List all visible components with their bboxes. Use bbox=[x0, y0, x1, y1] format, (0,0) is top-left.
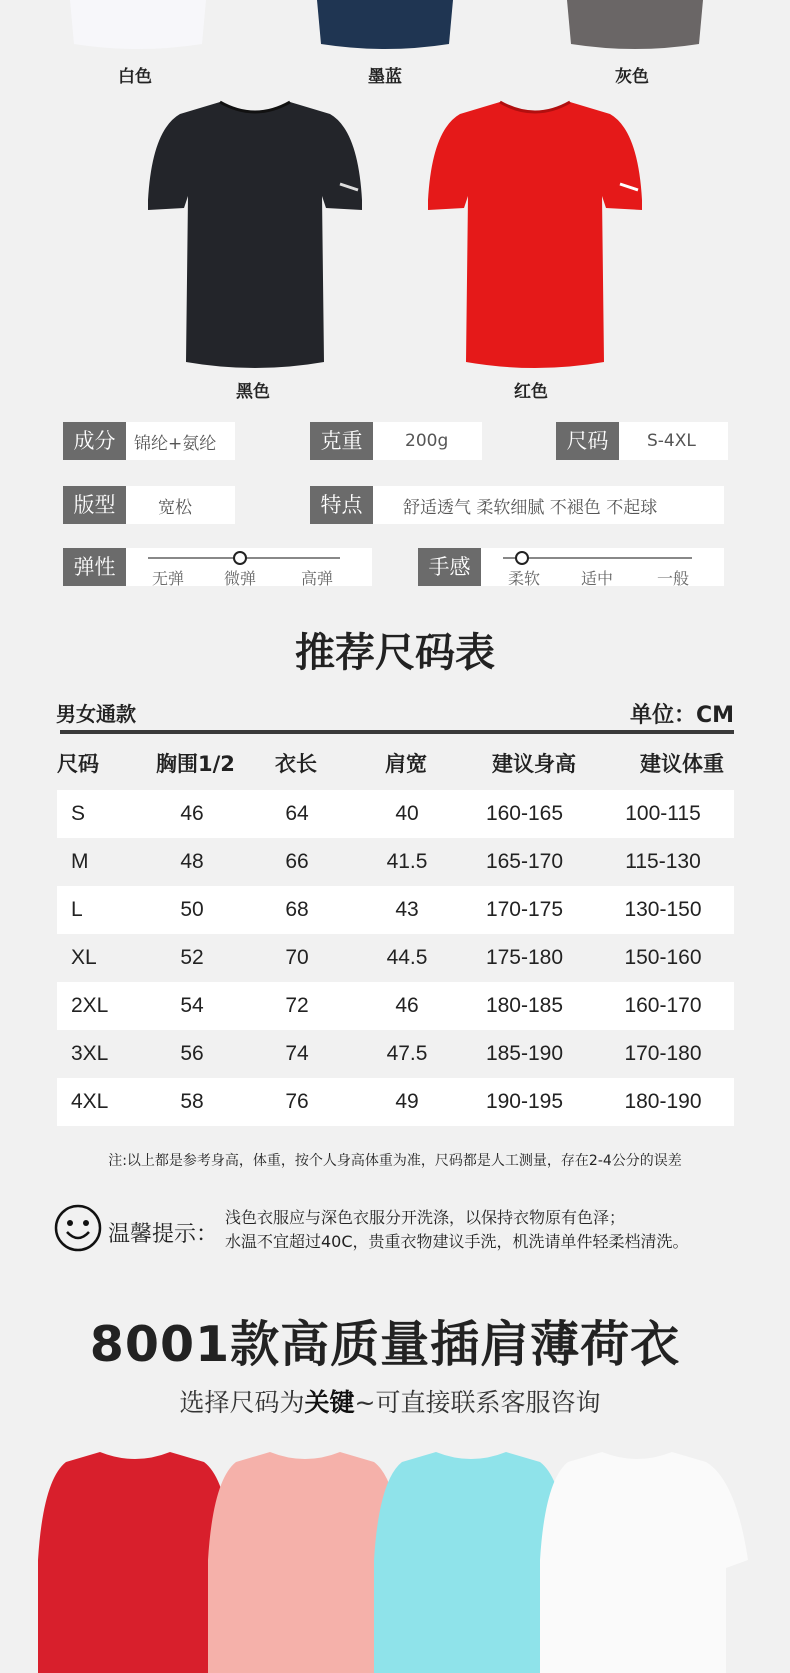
shirt-black bbox=[140, 100, 370, 370]
scale-option: 无弹 bbox=[152, 569, 185, 588]
column-header: 建议身高 bbox=[492, 752, 576, 776]
color-label-red: 红色 bbox=[514, 382, 548, 402]
color-label-white: 白色 bbox=[118, 67, 152, 87]
table-cell: 130-150 bbox=[592, 886, 734, 934]
table-cell: 160-165 bbox=[457, 790, 592, 838]
promo-title: 8001款高质量插肩薄荷衣 bbox=[89, 1316, 681, 1373]
attr-features bbox=[310, 486, 724, 524]
table-cell: 2XL bbox=[57, 982, 147, 1030]
table-cell: 70 bbox=[237, 934, 357, 982]
tips-title: 温馨提示： bbox=[108, 1222, 219, 1247]
table-cell: 50 bbox=[147, 886, 237, 934]
table-cell: 115-130 bbox=[592, 838, 734, 886]
attr-value: 宽松 bbox=[158, 497, 192, 518]
table-cell: 180-190 bbox=[592, 1078, 734, 1126]
scale-tag: 弹性 bbox=[63, 548, 126, 586]
scale-option: 微弹 bbox=[224, 569, 257, 588]
table-row bbox=[57, 934, 734, 982]
attr-value: 舒适透气 柔软细腻 不褪色 不起球 bbox=[403, 497, 658, 518]
table-row bbox=[57, 1030, 734, 1078]
tips-line: 浅色衣服应与深色衣服分开洗涤，以保持衣物原有色泽； bbox=[225, 1208, 626, 1227]
attr-tag: 特点 bbox=[310, 486, 373, 524]
column-header: 肩宽 bbox=[385, 752, 427, 776]
table-cell: 49 bbox=[357, 1078, 457, 1126]
attr-tag: 版型 bbox=[63, 486, 126, 524]
color-label-navy: 墨蓝 bbox=[368, 67, 402, 87]
attr-value: S-4XL bbox=[647, 431, 696, 451]
table-cell: M bbox=[57, 838, 147, 886]
shirt-white bbox=[68, 0, 208, 52]
scale-option: 高弹 bbox=[301, 569, 334, 588]
promo-subtitle-text: ~可直接联系客服咨询 bbox=[354, 1388, 601, 1417]
table-row bbox=[57, 790, 734, 838]
table-cell: 160-170 bbox=[592, 982, 734, 1030]
scale-knob bbox=[233, 551, 247, 565]
attr-tag: 尺码 bbox=[556, 422, 619, 460]
table-row bbox=[57, 838, 734, 886]
size-chart-title: 推荐尺码表 bbox=[295, 630, 495, 676]
table-cell: 46 bbox=[357, 982, 457, 1030]
color-label-gray: 灰色 bbox=[615, 67, 649, 87]
divider bbox=[60, 730, 734, 734]
table-cell: 47.5 bbox=[357, 1030, 457, 1078]
scale-option: 一般 bbox=[657, 569, 690, 588]
table-row bbox=[57, 886, 734, 934]
size-chart-note: 注:以上都是参考身高，体重，按个人身高体重为准，尺码都是人工测量，存在2-4公分的误差 bbox=[108, 1153, 682, 1169]
table-cell: 175-180 bbox=[457, 934, 592, 982]
scale-knob bbox=[515, 551, 529, 565]
table-cell: 100-115 bbox=[592, 790, 734, 838]
table-cell: 46 bbox=[147, 790, 237, 838]
scale-tag: 手感 bbox=[418, 548, 481, 586]
table-cell: 56 bbox=[147, 1030, 237, 1078]
scale-option: 适中 bbox=[581, 569, 614, 588]
table-cell: 66 bbox=[237, 838, 357, 886]
attr-size-range bbox=[556, 422, 728, 460]
table-cell: 3XL bbox=[57, 1030, 147, 1078]
table-cell: 150-160 bbox=[592, 934, 734, 982]
promo-subtitle-keyword: 关键 bbox=[304, 1388, 355, 1417]
table-cell: 72 bbox=[237, 982, 357, 1030]
column-header: 尺码 bbox=[57, 752, 99, 776]
table-cell: 44.5 bbox=[357, 934, 457, 982]
color-label-black: 黑色 bbox=[236, 382, 270, 402]
table-cell: 40 bbox=[357, 790, 457, 838]
tips-line: 水温不宜超过40C，贵重衣物建议手洗，机洗请单件轻柔档清洗。 bbox=[225, 1232, 689, 1251]
column-header: 建议体重 bbox=[640, 752, 724, 776]
smiley-icon bbox=[54, 1204, 102, 1256]
table-cell: 52 bbox=[147, 934, 237, 982]
size-table bbox=[57, 790, 734, 1126]
table-cell: S bbox=[57, 790, 147, 838]
attr-composition bbox=[63, 422, 235, 460]
table-cell: 190-195 bbox=[457, 1078, 592, 1126]
scale-elasticity bbox=[63, 548, 372, 586]
shirt-gray bbox=[565, 0, 705, 52]
attr-tag: 成分 bbox=[63, 422, 126, 460]
table-cell: 41.5 bbox=[357, 838, 457, 886]
table-cell: 68 bbox=[237, 886, 357, 934]
table-cell: L bbox=[57, 886, 147, 934]
size-chart-gender: 男女通款 bbox=[56, 702, 136, 726]
table-cell: 48 bbox=[147, 838, 237, 886]
column-header: 衣长 bbox=[275, 752, 317, 776]
table-cell: 54 bbox=[147, 982, 237, 1030]
table-cell: 4XL bbox=[57, 1078, 147, 1126]
table-cell: XL bbox=[57, 934, 147, 982]
table-cell: 43 bbox=[357, 886, 457, 934]
column-header: 胸围1/2 bbox=[156, 752, 235, 776]
table-row bbox=[57, 1078, 734, 1126]
table-cell: 74 bbox=[237, 1030, 357, 1078]
scale-hand-feel bbox=[418, 548, 724, 586]
shirt-navy bbox=[315, 0, 455, 52]
table-cell: 170-180 bbox=[592, 1030, 734, 1078]
shirt-bottom-red bbox=[38, 1450, 233, 1673]
table-cell: 58 bbox=[147, 1078, 237, 1126]
table-row bbox=[57, 982, 734, 1030]
promo-subtitle-text: 选择尺码为 bbox=[179, 1388, 305, 1417]
attr-weight bbox=[310, 422, 482, 460]
attr-value: 200g bbox=[405, 431, 449, 451]
table-cell: 76 bbox=[237, 1078, 357, 1126]
shirt-bottom-white bbox=[540, 1450, 750, 1673]
scale-option: 柔软 bbox=[508, 569, 541, 588]
table-cell: 165-170 bbox=[457, 838, 592, 886]
table-cell: 185-190 bbox=[457, 1030, 592, 1078]
table-cell: 180-185 bbox=[457, 982, 592, 1030]
promo-subtitle bbox=[0, 1383, 780, 1419]
size-chart-unit: 单位：CM bbox=[629, 703, 734, 728]
attr-fit bbox=[63, 486, 235, 524]
attr-value: 锦纶+氨纶 bbox=[134, 433, 217, 454]
table-cell: 64 bbox=[237, 790, 357, 838]
shirt-red bbox=[420, 100, 650, 370]
attr-tag: 克重 bbox=[310, 422, 373, 460]
table-cell: 170-175 bbox=[457, 886, 592, 934]
